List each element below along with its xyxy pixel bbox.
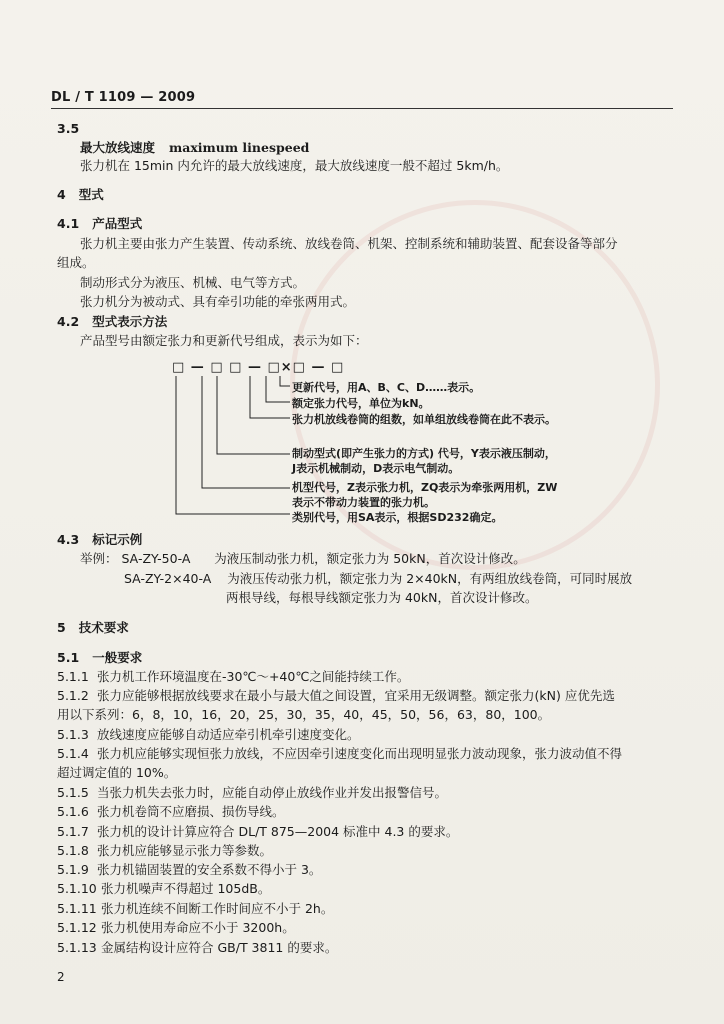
- item-text: 张力机噪声不得超过 105dB。: [101, 881, 271, 896]
- item-number: 5.1.6: [57, 804, 89, 819]
- section-4-3-heading: [57, 532, 142, 548]
- leader-category: [176, 376, 290, 514]
- section-4-heading: [57, 187, 104, 203]
- model-code-formula: □ — □ □ — □×□ — □: [172, 360, 345, 375]
- term-en: maximum linespeed: [169, 140, 310, 155]
- example-2-text: 为液压传动张力机，额定张力为 2×40kN，有两组放线卷筒，可同时展放: [227, 571, 633, 586]
- item-text-cont: 用以下系列：6，8，10，16，20，25，30，35，40，45，50，56，63，80，100。: [57, 707, 551, 722]
- example-2: [124, 571, 632, 587]
- section-4-1-number: 4.1: [57, 216, 80, 231]
- paragraph-machine-types: 张力机分为被动式、具有牵引功能的牵张两用式。: [80, 294, 356, 309]
- example-2-cont: 两根导线，每根导线额定张力为 40kN，首次设计修改。: [226, 590, 538, 605]
- item-number: 5.1.8: [57, 843, 89, 858]
- item-number: 5.1.9: [57, 862, 89, 877]
- leader-drum-count: [250, 376, 290, 418]
- leader-update-code: [280, 376, 290, 386]
- section-4-3-number: 4.3: [57, 532, 80, 547]
- item-number: 5.1.5: [57, 785, 89, 800]
- section-4-1-title: 产品型式: [92, 216, 143, 231]
- term-maximum-linespeed: [80, 140, 309, 156]
- section-4-title: 型式: [78, 187, 104, 202]
- item-text: 张力应能够根据放线要求在最小与最大值之间设置，宜采用无级调整。额定张力(kN) 应优先选: [97, 688, 615, 703]
- label-brake-type-cont: J表示机械制动，D表示电气制动。: [292, 462, 460, 475]
- section-4-3-title: 标记示例: [92, 532, 143, 547]
- section-5-title: 技术要求: [78, 620, 129, 635]
- item-number: 5.1.12: [57, 920, 97, 935]
- label-update-code: 更新代号，用A、B、C、D……表示。: [292, 381, 481, 394]
- label-machine-type-cont: 表示不带动力装置的张力机。: [292, 496, 435, 509]
- item-number: 5.1.1: [57, 669, 89, 684]
- item-text: 张力机连续不间断工作时间应不小于 2h。: [101, 901, 334, 916]
- label-drum-count: 张力机放线卷筒的组数，如单组放线卷筒在此不表示。: [292, 413, 556, 426]
- diagram-leader-lines: [172, 376, 302, 536]
- section-4-2-title: 型式表示方法: [92, 314, 168, 329]
- section-5-1-number: 5.1: [57, 650, 80, 665]
- item-text: 张力机应能够实现恒张力放线，不应因牵引速度变化而出现明显张力波动现象，张力波动值不得: [97, 746, 623, 761]
- term-cn: 最大放线速度: [80, 140, 156, 155]
- item-text: 张力机使用寿命应不小于 3200h。: [101, 920, 295, 935]
- item-text: 张力机锚固装置的安全系数不得小于 3。: [97, 862, 322, 877]
- header-rule: [51, 108, 673, 109]
- paragraph-composition-cont: 组成。: [57, 255, 95, 270]
- item-number: 5.1.3: [57, 727, 89, 742]
- item-text: 张力机卷筒不应磨损、损伤导线。: [97, 804, 285, 819]
- item-number: 5.1.7: [57, 824, 89, 839]
- section-3-5-number: 3.5: [57, 121, 80, 136]
- item-number: 5.1.11: [57, 901, 97, 916]
- section-5-heading: [57, 620, 129, 636]
- example-1: [80, 551, 526, 567]
- page-number: 2: [57, 970, 65, 984]
- item-number: 5.1.4: [57, 746, 89, 761]
- section-4-1-heading: [57, 216, 142, 232]
- example-1-text: 为液压制动张力机，额定张力为 50kN，首次设计修改。: [214, 551, 526, 566]
- item-text: 张力机的设计计算应符合 DL/T 875—2004 标准中 4.3 的要求。: [97, 824, 459, 839]
- leader-machine-type: [202, 376, 290, 488]
- item-text: 张力机应能够显示张力等参数。: [97, 843, 273, 858]
- label-category: 类别代号，用SA表示，根据SD232确定。: [292, 511, 503, 524]
- label-rated-tension: 额定张力代号，单位为kN。: [292, 397, 430, 410]
- example-2-code: SA-ZY-2×40-A: [124, 571, 212, 586]
- item-number: 5.1.10: [57, 881, 97, 896]
- item-text: 当张力机失去张力时，应能自动停止放线作业并发出报警信号。: [97, 785, 448, 800]
- paragraph-composition: 张力机主要由张力产生装置、传动系统、放线卷筒、机架、控制系统和辅助装置、配套设备等部分: [80, 236, 618, 251]
- section-5-1-title: 一般要求: [92, 650, 143, 665]
- paragraph-model-intro: 产品型号由额定张力和更新代号组成，表示为如下：: [80, 333, 368, 348]
- item-text-cont: 超过调定值的 10%。: [57, 765, 177, 780]
- section-4-2-heading: [57, 314, 167, 330]
- item-text: 金属结构设计应符合 GB/T 3811 的要求。: [101, 940, 338, 955]
- example-prefix: 举例：: [80, 551, 118, 566]
- item-text: 张力机工作环境温度在-30℃～+40℃之间能持续工作。: [97, 669, 410, 684]
- label-brake-type: 制动型式(即产生张力的方式) 代号，Y表示液压制动，: [292, 447, 556, 460]
- item-text: 放线速度应能够自动适应牵引机牵引速度变化。: [97, 727, 360, 742]
- example-1-code: SA-ZY-50-A: [121, 551, 191, 566]
- standard-code-header: DL / T 1109 — 2009: [51, 90, 196, 105]
- paragraph-brake-types: 制动形式分为液压、机械、电气等方式。: [80, 275, 306, 290]
- section-4-number: 4: [57, 187, 66, 202]
- section-4-2-number: 4.2: [57, 314, 80, 329]
- leader-rated-tension: [266, 376, 290, 402]
- leader-brake-type: [217, 376, 290, 454]
- section-5-1-heading: [57, 650, 142, 666]
- term-definition: 张力机在 15min 内允许的最大放线速度，最大放线速度一般不超过 5km/h。: [80, 158, 509, 173]
- item-number: 5.1.13: [57, 940, 97, 955]
- label-machine-type: 机型代号，Z表示张力机，ZQ表示为牵张两用机，ZW: [292, 481, 558, 494]
- section-5-number: 5: [57, 620, 66, 635]
- item-number: 5.1.2: [57, 688, 89, 703]
